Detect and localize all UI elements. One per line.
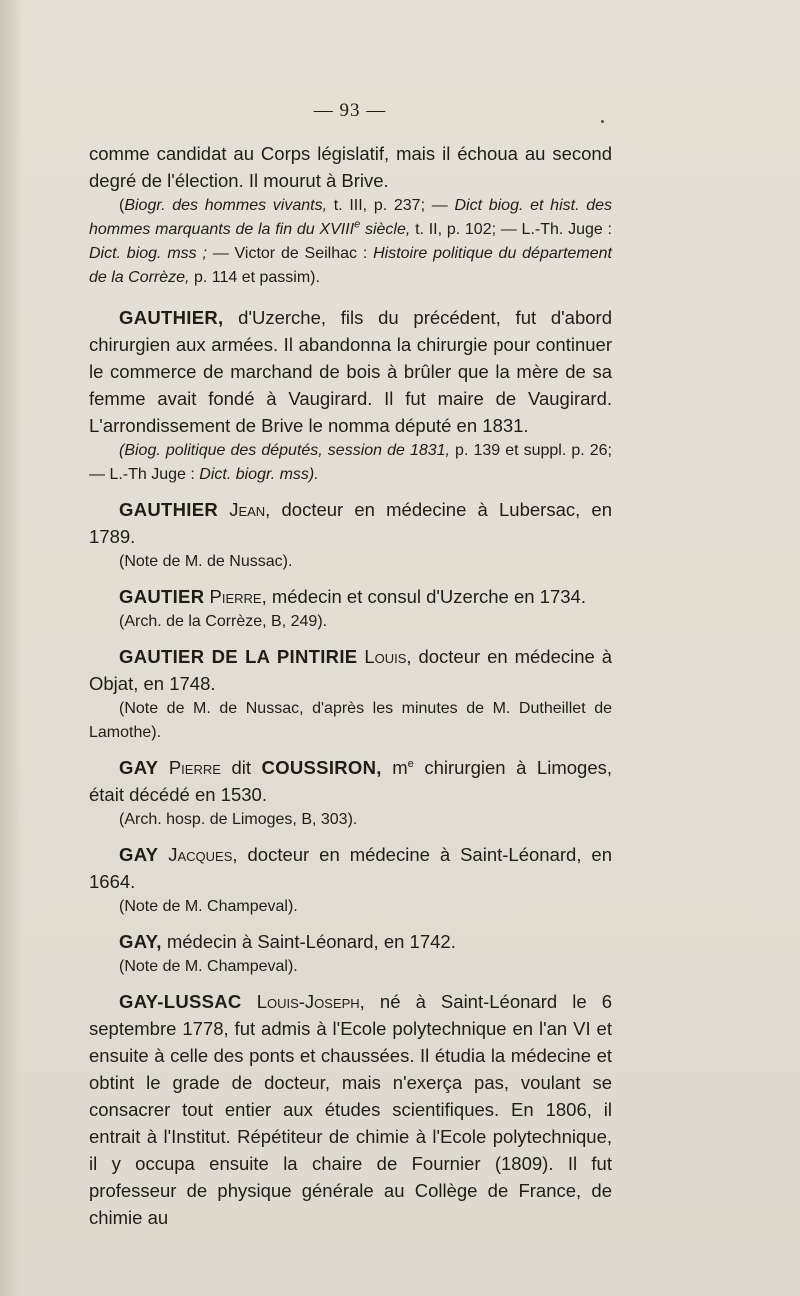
- entry-first-name: Jacques,: [168, 844, 238, 865]
- entry-text: docteur en médecine à Saint-Léonard, en 1664.: [89, 844, 612, 892]
- entry-first-name: Jean,: [229, 499, 271, 520]
- entry-superscript: e: [407, 757, 414, 770]
- ref-text: (: [119, 197, 125, 214]
- entry-gay-pierre: [89, 754, 612, 808]
- entry-first-name: Pierre,: [209, 586, 267, 607]
- ref-text: — Victor de Seilhac :: [206, 245, 374, 262]
- entry-name: GAY: [119, 757, 159, 778]
- entry-first-name: Louis-Joseph,: [256, 991, 365, 1012]
- entry-text: médecin à Saint-Léonard, en 1742.: [161, 931, 456, 952]
- ref-title: Dict biog. et hist. des hommes marquants de la fin du XVIII: [89, 197, 613, 238]
- reference-note: (Arch. hosp. de Limoges, B, 303).: [119, 811, 358, 828]
- reference-note: [89, 439, 612, 487]
- entry-gauthier-jean: [89, 496, 612, 550]
- entry-text: d'Uzerche, fils du précédent, fut d'abord chirurgien aux armées. Il abandonna la chirurgie pour continuer le commerce de marchand de bois à brûler que la mère de sa femme avait fondé à Vaugirard. Il fut maire de Vaugirard. L'arrondissement de Brive le nomma député en 1831.: [89, 307, 612, 436]
- reference-note: (Note de M. de Nussac, d'après les minutes de M. Dutheillet de Lamothe).: [89, 700, 612, 741]
- entry-text: né à Saint-Léonard le 6 septembre 1778, fut admis à l'Ecole polytechnique en l'an VI et ensuite à celle des ponts et chaussées. Il étudia la médecine et obtint le grade de docteur, mais n'exerça pas, voulant se consacrer tout entier aux études scientifiques. En 1806, il entrait à l'Institut. Répétiteur de chimie à l'Ecole polytechnique, il y occupa ensuite la chaire de Fournier (1809). Il fut professeur de physique générale au Collège de France, de chimie au: [89, 991, 613, 1228]
- ref-text: t. II, p. 102; — L.-Th. Juge :: [410, 221, 612, 238]
- entry-gautier-pierre: [89, 583, 612, 610]
- entry-text: chirurgien à Limoges, était décédé en 1530.: [89, 757, 612, 805]
- ref-superscript: e: [354, 218, 361, 231]
- ref-title: Dict. biogr. mss).: [199, 466, 319, 483]
- entry-name: GAUTIER: [119, 586, 205, 607]
- entry-gay: [89, 928, 612, 955]
- ref-text: p. 114 et passim).: [189, 269, 320, 286]
- ref-title: Biogr. des hommes vivants,: [124, 197, 328, 214]
- continued-paragraph: comme candidat au Corps législatif, mais il échoua au second degré de l'élection. Il mourut à Brive.: [89, 143, 612, 191]
- entry-alias: COUSSIRON,: [261, 757, 382, 778]
- entry-gautier-de-la-pintirie: [89, 643, 612, 697]
- ref-title: Dict. biog. mss ;: [89, 245, 207, 262]
- entry-text: dit: [220, 757, 262, 778]
- entry-name: GAY,: [119, 931, 162, 952]
- ref-title: Histoire politique du département de la Corrèze,: [89, 245, 612, 286]
- entry-text: docteur en médecine à Lubersac, en 1789.: [89, 499, 613, 547]
- reference-note: (Note de M. Champeval).: [119, 898, 298, 915]
- entry-gay-lussac: [89, 988, 612, 1231]
- reference-note: (Note de M. de Nussac).: [119, 553, 293, 570]
- entry-first-name: Louis,: [364, 646, 412, 667]
- ref-text: t. III, p. 237; —: [327, 197, 455, 214]
- entry-name: GAUTIER DE LA PINTIRIE: [119, 646, 358, 667]
- ref-text: p. 139 et suppl. p. 26; — L.-Th Juge :: [89, 442, 612, 483]
- reference-note: (Note de M. Champeval).: [119, 958, 298, 975]
- entry-gauthier: [89, 304, 612, 439]
- text-block: [89, 140, 612, 1231]
- reference-note: [89, 194, 612, 290]
- entry-name: GAUTHIER,: [119, 307, 224, 328]
- ref-title: (Biog. politique des députés, session de 1831,: [119, 442, 450, 459]
- reference-note: (Arch. de la Corrèze, B, 249).: [119, 613, 328, 630]
- entry-text: médecin et consul d'Uzerche en 1734.: [266, 586, 586, 607]
- page-gutter-shadow: [0, 0, 22, 1296]
- entry-first-name: Pierre: [168, 757, 221, 778]
- page-number: — 93 —: [313, 100, 387, 121]
- entry-gay-jacques: [89, 841, 612, 895]
- entry-text: docteur en médecine à Objat, en 1748.: [89, 646, 613, 694]
- entry-name: GAY: [119, 844, 159, 865]
- ref-title: siècle,: [360, 221, 411, 238]
- entry-text: m: [381, 757, 408, 778]
- entry-name: GAY-LUSSAC: [119, 991, 242, 1012]
- entry-name: GAUTHIER: [119, 499, 219, 520]
